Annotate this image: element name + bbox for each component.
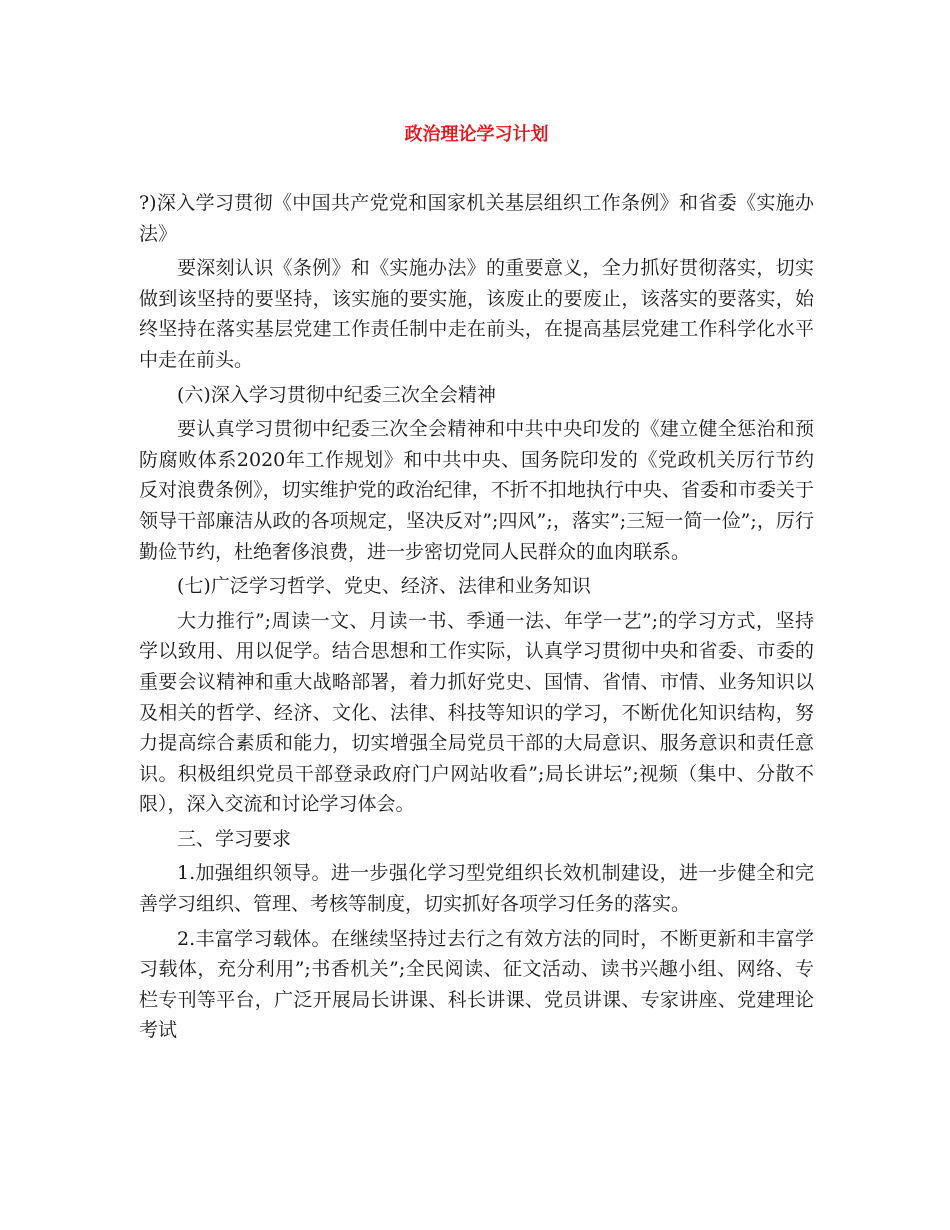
paragraph-body: 要认真学习贯彻中纪委三次全会精神和中共中央印发的《建立健全惩治和预防腐败体系2020年工作规划》和中共中央、国务院印发的《党政机关厉行节约反对浪费条例》，切实维护党的政治纪律，不折不扣地执行中央、省委和市委关于领导干部廉洁从政的各项规定，坚决反对”;四风”;，落实”;三短一简一俭”;，厉行勤俭节约，杜绝奢侈浪费，进一步密切党同人民群众的血肉联系。 <box>139 418 814 563</box>
paragraph-body: 要深刻认识《条例》和《实施办法》的重要意义，全力抓好贯彻落实，切实做到该坚持的要坚持，该实施的要实施，该废止的要废止，该落实的要落实，始终坚持在落实基层党建工作责任制中走在前头，在提高基层党建工作科学化水平中走在前头。 <box>139 257 814 371</box>
paragraph-requirement-2: 2.丰富学习载体。在继续坚持过去行之有效方法的同时，不断更新和丰富学习载体，充分利用”;书香机关”;全民阅读、征文活动、读书兴趣小组、网络、专栏专刊等平台，广泛开展局长讲课、科长讲课、党员讲课、专家讲座、党建理论考试 <box>139 927 814 1042</box>
section-heading-requirements: 三、学习要求 <box>177 827 292 850</box>
paragraph-requirement-1: 1.加强组织领导。进一步强化学习型党组织长效机制建设，进一步健全和完善学习组织、管理、考核等制度，切实抓好各项学习任务的落实。 <box>139 862 814 916</box>
paragraph-heading-6: (六)深入学习贯彻中纪委三次全会精神 <box>177 383 496 406</box>
paragraph-body: 大力推行”;周读一文、月读一书、季通一法、年学一艺”;的学习方式，坚持学以致用、用以促学。结合思想和工作实际，认真学习贯彻中央和省委、市委的重要会议精神和重大战略部署，着力抓好党史、国情、省情、市情、业务知识以及相关的哲学、经济、文化、法律、科技等知识的学习，不断优化知识结构，努力提高综合素质和能力，切实增强全局党员干部的大局意识、服务意识和责任意识。积极组织党员干部登录政府门户网站收看”;局长讲坛”;视频（集中、分散不限），深入交流和讨论学习体会。 <box>139 609 814 816</box>
document-title: 政治理论学习计划 <box>404 124 549 145</box>
document-body <box>139 188 814 1046</box>
paragraph-heading-7: (七)广泛学习哲学、党史、经济、法律和业务知识 <box>177 575 591 598</box>
paragraph-heading-5: ?)深入学习贯彻《中国共产党党和国家机关基层组织工作条例》和省委《实施办法》 <box>139 192 814 245</box>
